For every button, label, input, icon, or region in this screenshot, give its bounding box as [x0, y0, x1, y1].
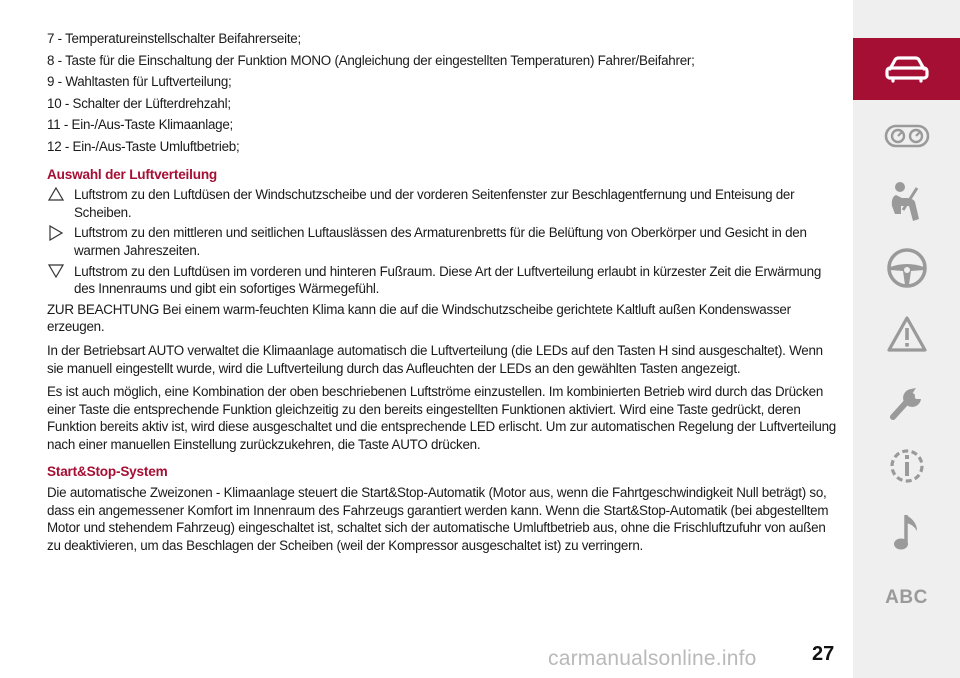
airflow-item-footwell	[47, 263, 837, 298]
abc-icon: ABC	[885, 587, 928, 608]
airflow-description: Luftstrom zu den mittleren und seitlichen Luftauslässen des Armaturenbretts für die Belüftung von Oberkörper und Gesicht in den warmen Jahreszeiten.	[74, 225, 807, 258]
list-item: 12 - Ein-/Aus-Taste Umluftbetrieb;	[47, 138, 240, 154]
wrench-icon	[886, 379, 928, 421]
chapter-sidebar	[853, 0, 960, 678]
airflow-item-dashboard	[47, 224, 837, 259]
airflow-description: Luftstrom zu den Luftdüsen der Windschutzscheibe und der vorderen Seitenfenster zur Beschlagentfernung und Enteisung der Scheiben.	[74, 187, 795, 220]
sidebar-item-index[interactable]	[853, 568, 960, 628]
sidebar-item-warnings[interactable]	[853, 304, 960, 364]
manual-text-column	[47, 30, 837, 560]
paragraph-start-stop: Die automatische Zweizonen - Klimaanlage steuert die Start&Stop-Automatik (Motor aus, wenn die Fahrtgeschwindigkeit Null beträgt) so, dass ein angemessener Komfort im Innenraum des Fahrzeugs garantiert werden kann. Wenn die Start&Stop-Automatik (bei abgestelltem Motor und stehendem Fahrzeug) eingeschaltet ist, schaltet sich der automatische Umluftbetrieb aus, ohne die Frischluftzufuhr von außen zu deaktivieren, um das Beschlagen der Scheiben (weil der Kompressor ausgeschaltet ist) zu verringern.	[47, 485, 829, 553]
airflow-description: Luftstrom zu den Luftdüsen im vorderen und hinteren Fußraum. Diese Art der Luftverteilung erlaubt in kürzester Zeit die Erwärmung des Innenraums und gibt ein sofortiges Wärmegefühl.	[74, 263, 822, 297]
paragraph-combination: Es ist auch möglich, eine Kombination der oben beschriebenen Luftströme einzustellen. Im kombinierten Betrieb wird durch das Drücken einer Taste die entsprechende Funktion gleichzeitig zu den bereits eingestellten Funktionen aktiviert. Wird eine Taste gedrückt, deren Funktion bereits aktiv ist, wird diese ausgeschaltet und die entsprechende LED erlischt. Um zur automatischen Regelung der Luftverteilung nach einer manuellen Einstellung zurückzukehren, die Taste AUTO drücken.	[47, 384, 836, 452]
car-icon	[884, 55, 930, 83]
warning-triangle-icon	[886, 315, 928, 353]
paragraph-auto-mode: In der Betriebsart AUTO verwaltet die Klimaanlage automatisch die Luftverteilung (die LEDs auf den Tasten H sind ausgeschaltet). Wenn sie manuell eingestellt wurde, wird die Luftverteilung durch das Aufleuchten der LEDs an den gewählten Tasten angezeigt.	[47, 342, 823, 376]
sidebar-item-multimedia[interactable]	[853, 502, 960, 562]
paragraph-note: ZUR BEACHTUNG Bei einem warm-feuchten Klima kann die auf die Windschutzscheibe gerichtete Kaltluft außen Kondenswasser erzeugen.	[47, 301, 791, 335]
sidebar-item-safety[interactable]	[853, 172, 960, 232]
arrow-right-outline-icon	[48, 225, 64, 241]
airflow-item-windshield	[47, 186, 837, 221]
list-item: 11 - Ein-/Aus-Taste Klimaanlage;	[47, 117, 234, 133]
page-number: 27	[812, 643, 835, 665]
list-item: 9 - Wahltasten für Luftverteilung;	[47, 74, 232, 90]
section-heading-luftverteilung: Auswahl der Luftverteilung	[47, 166, 218, 182]
list-item: 8 - Taste für die Einschaltung der Funktion MONO (Angleichung der eingestellten Temperaturen) Fahrer/Beifahrer;	[47, 52, 695, 68]
sidebar-item-maintenance[interactable]	[853, 370, 960, 430]
sidebar-item-technical-data[interactable]	[853, 436, 960, 496]
arrow-up-outline-icon	[48, 187, 64, 201]
sidebar-item-car[interactable]	[853, 38, 960, 100]
sidebar-item-start-drive[interactable]	[853, 238, 960, 298]
info-gear-icon	[885, 444, 929, 488]
sidebar-item-instruments[interactable]	[853, 106, 960, 166]
arrow-down-outline-icon	[48, 264, 64, 278]
list-item: 7 - Temperatureinstellschalter Beifahrerseite;	[47, 31, 301, 46]
seatbelt-passenger-icon	[887, 180, 927, 224]
section-heading-start-stop: Start&Stop-System	[47, 464, 168, 480]
steering-wheel-icon	[886, 247, 928, 289]
music-note-icon	[891, 511, 923, 553]
list-item: 10 - Schalter der Lüfterdrehzahl;	[47, 95, 231, 111]
instrument-cluster-icon	[884, 123, 930, 149]
watermark: carmanualsonline.info	[548, 647, 757, 670]
